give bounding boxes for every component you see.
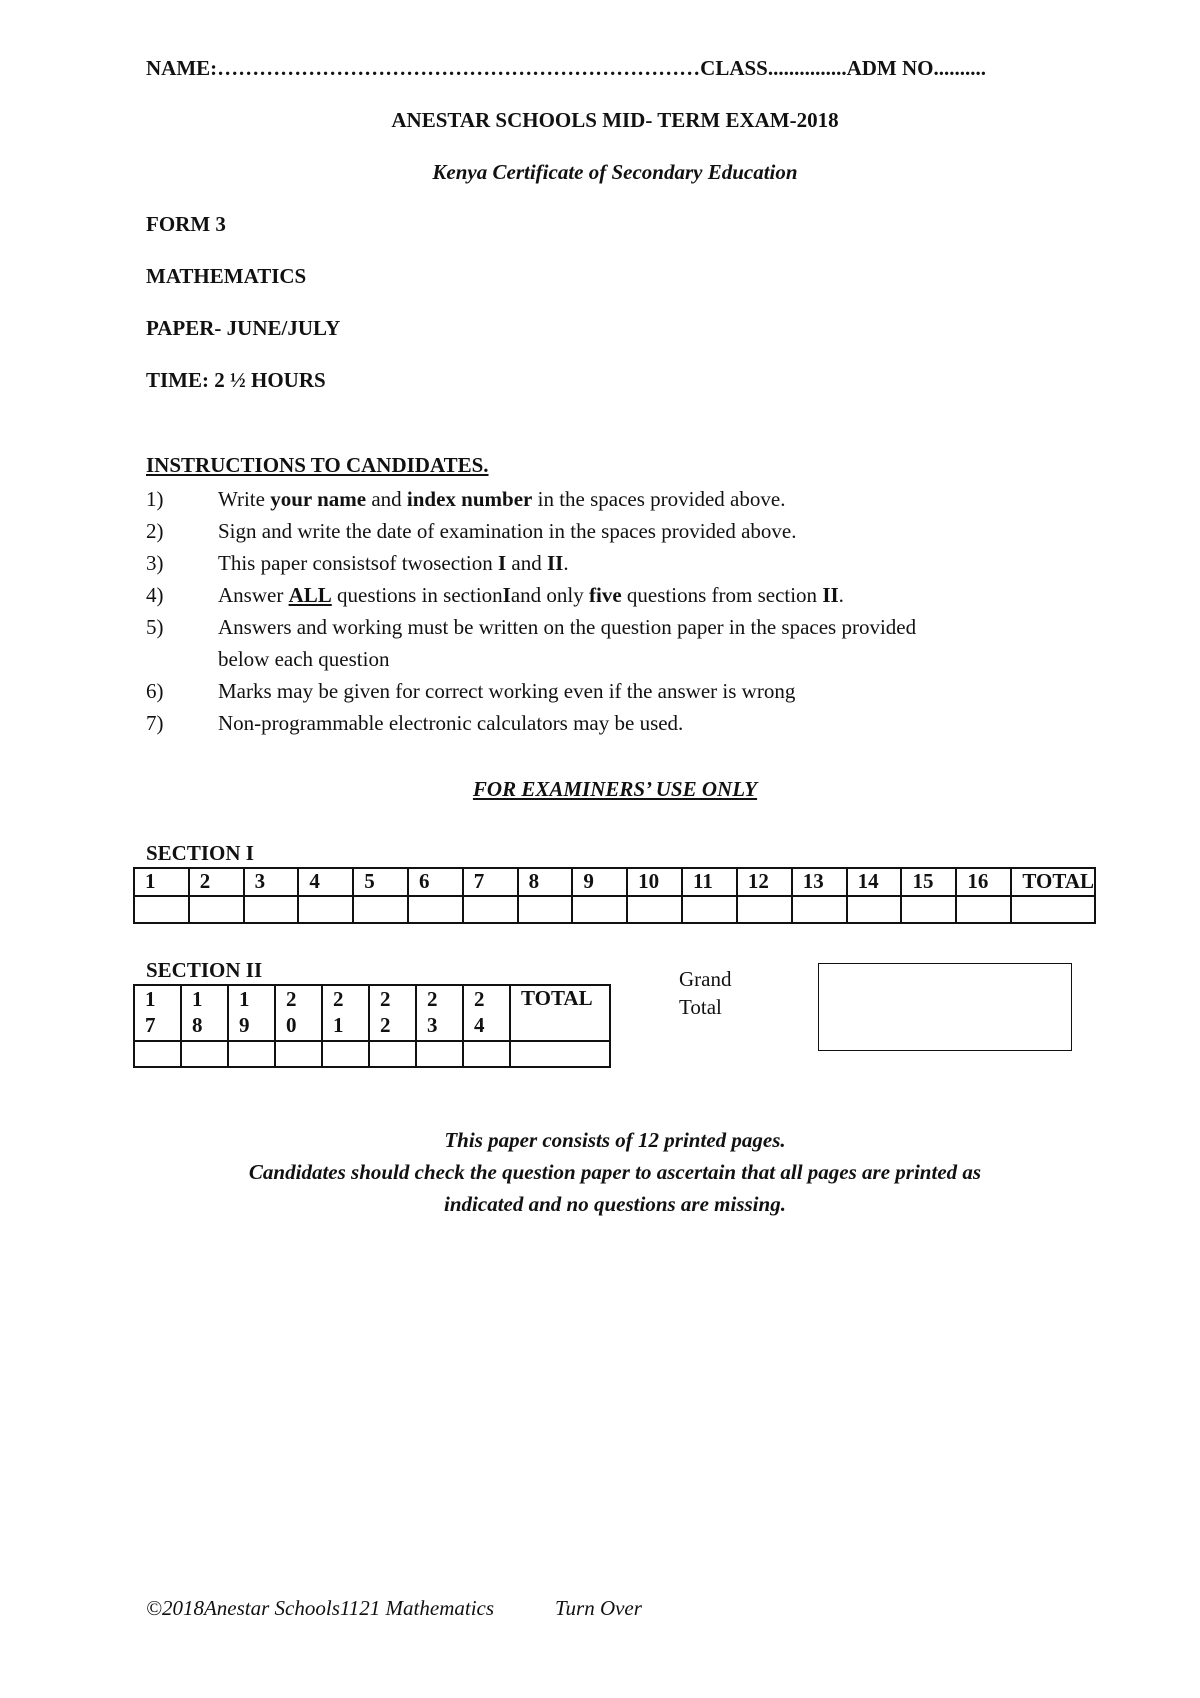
instruction-text: Answer ALL questions in sectionIand only five questions from section II. — [218, 583, 844, 607]
section-2-header-row — [134, 985, 610, 1041]
instruction-text: Non-programmable electronic calculators may be used. — [218, 711, 684, 735]
question-cell: 2 0 — [275, 985, 322, 1041]
instruction-number: 5) — [146, 615, 164, 639]
mark-cell[interactable] — [275, 1041, 322, 1067]
mark-cell[interactable] — [572, 896, 627, 923]
total-mark-cell[interactable] — [510, 1041, 610, 1067]
mark-cell[interactable] — [298, 896, 353, 923]
check-note-line1: Candidates should check the question paper to ascertain that all pages are printed as — [248, 1160, 982, 1184]
question-cell: 14 — [847, 868, 902, 896]
grand-total-box[interactable] — [818, 963, 1072, 1051]
section-1-label: SECTION I — [146, 841, 254, 865]
subject-label: MATHEMATICS — [146, 264, 307, 288]
question-cell: 2 4 — [463, 985, 510, 1041]
paper-label: PAPER- JUNE/JULY — [146, 316, 341, 340]
total-header-cell: TOTAL — [510, 985, 610, 1041]
question-cell: 1 9 — [228, 985, 275, 1041]
examiners-use-title: FOR EXAMINERS’ USE ONLY — [472, 777, 758, 801]
question-cell: 12 — [737, 868, 792, 896]
mark-cell[interactable] — [463, 1041, 510, 1067]
total-header-cell: TOTAL — [1011, 868, 1095, 896]
form-label: FORM 3 — [146, 212, 226, 236]
question-cell: 2 — [189, 868, 244, 896]
question-cell: 1 7 — [134, 985, 181, 1041]
instruction-text: Answers and working must be written on the question paper in the spaces provided — [218, 615, 917, 639]
mark-cell[interactable] — [369, 1041, 416, 1067]
question-cell: 13 — [792, 868, 847, 896]
question-cell: 7 — [463, 868, 518, 896]
section-2-label: SECTION II — [146, 958, 263, 982]
mark-cell[interactable] — [792, 896, 847, 923]
section-1-marks-row — [134, 896, 1095, 923]
mark-cell[interactable] — [353, 896, 408, 923]
mark-cell[interactable] — [244, 896, 299, 923]
question-cell: 16 — [956, 868, 1011, 896]
pages-note: This paper consists of 12 printed pages. — [444, 1128, 786, 1152]
mark-cell[interactable] — [737, 896, 792, 923]
mark-cell[interactable] — [463, 896, 518, 923]
question-cell: 3 — [244, 868, 299, 896]
question-cell: 6 — [408, 868, 463, 896]
instruction-number: 3) — [146, 551, 164, 575]
time-label: TIME: 2 ½ HOURS — [146, 368, 326, 392]
instruction-number: 6) — [146, 679, 164, 703]
mark-cell[interactable] — [322, 1041, 369, 1067]
check-note-line2: indicated and no questions are missing. — [444, 1192, 786, 1216]
section-1-header-row — [134, 868, 1095, 896]
instruction-text: Write your name and index number in the spaces provided above. — [218, 487, 786, 511]
mark-cell[interactable] — [416, 1041, 463, 1067]
school-exam-title: ANESTAR SCHOOLS MID- TERM EXAM-2018 — [391, 108, 839, 132]
question-cell: 5 — [353, 868, 408, 896]
question-cell: 10 — [627, 868, 682, 896]
section-2-table — [133, 984, 611, 1068]
question-cell: 8 — [518, 868, 573, 896]
question-cell: 4 — [298, 868, 353, 896]
instruction-number: 2) — [146, 519, 164, 543]
instruction-number: 7) — [146, 711, 164, 735]
mark-cell[interactable] — [901, 896, 956, 923]
mark-cell[interactable] — [682, 896, 737, 923]
instructions-title: INSTRUCTIONS TO CANDIDATES. — [146, 453, 489, 477]
question-cell: 1 — [134, 868, 189, 896]
total-mark-cell[interactable] — [1011, 896, 1095, 923]
mark-cell[interactable] — [408, 896, 463, 923]
question-cell: 11 — [682, 868, 737, 896]
mark-cell[interactable] — [228, 1041, 275, 1067]
instruction-text: Marks may be given for correct working even if the answer is wrong — [218, 679, 796, 703]
instruction-text: below each question — [218, 647, 390, 671]
question-cell: 9 — [572, 868, 627, 896]
question-cell: 2 1 — [322, 985, 369, 1041]
instruction-text: Sign and write the date of examination in the spaces provided above. — [218, 519, 797, 543]
mark-cell[interactable] — [189, 896, 244, 923]
question-cell: 2 2 — [369, 985, 416, 1041]
question-cell: 15 — [901, 868, 956, 896]
mark-cell[interactable] — [518, 896, 573, 923]
question-cell: 2 3 — [416, 985, 463, 1041]
mark-cell[interactable] — [134, 1041, 181, 1067]
mark-cell[interactable] — [181, 1041, 228, 1067]
footer-copyright: ©2018Anestar Schools1121 Mathematics — [146, 1596, 495, 1620]
grand-total-label: Grand Total — [679, 967, 732, 1019]
mark-cell[interactable] — [134, 896, 189, 923]
mark-cell[interactable] — [956, 896, 1011, 923]
name-class-adm-line: NAME:……………………………………………………………CLASS...............ADM NO.......... — [146, 56, 986, 80]
section-2-marks-row — [134, 1041, 610, 1067]
mark-cell[interactable] — [847, 896, 902, 923]
instruction-number: 1) — [146, 487, 164, 511]
mark-cell[interactable] — [627, 896, 682, 923]
instruction-number: 4) — [146, 583, 164, 607]
question-cell: 1 8 — [181, 985, 228, 1041]
footer-turn-over: Turn Over — [555, 1596, 642, 1620]
certificate-title: Kenya Certificate of Secondary Education — [432, 160, 798, 184]
instruction-text: This paper consistsof twosection I and II. — [218, 551, 569, 575]
section-1-table — [133, 867, 1096, 924]
